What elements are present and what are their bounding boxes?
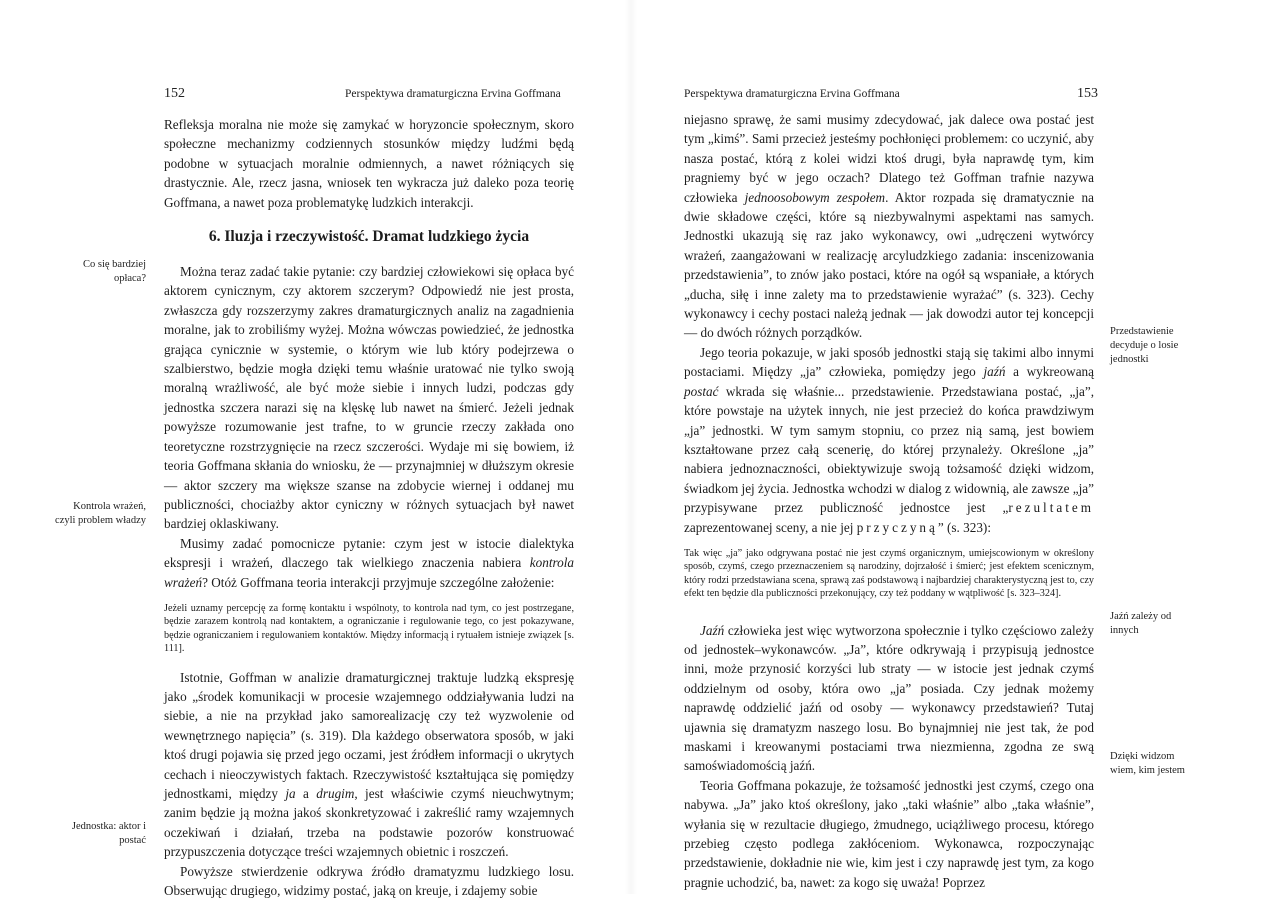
page-number: 153 — [1077, 86, 1098, 101]
body-text — [684, 110, 1094, 892]
paragraph: Musimy zadać pomocnicze pytanie: czym jest w istocie dialektyka ekspresji i wrażeń, dlaczego tak wielkiego znaczenia nabiera kontrola wrażeń? Otóż Goffmana teoria interakcji przyjmuje szczególne założenie: — [164, 535, 574, 590]
block-quote: Tak więc „ja” jako odgrywana postać nie jest czymś organicznym, umiejscowionym w określony sposób, czymś, czego przeznaczeniem są narodziny, dojrzałość i śmierć; jest efektem scenicznym, który rodzi przedstawiana scena, sprawą zaś podstawową i najbardziej charakterystyczną jest to, czy efekt ten będzie dla publiczności przekonujący, czy też poddany w wątpliwość [s. 323–324]. — [684, 547, 1094, 600]
paragraph: niejasno sprawę, że sami musimy zdecydować, jak dalece owa postać jest tym „kimś”. Sami przecież jesteśmy pochłonięci problemem: co uczynić, aby nasza postać, którą z kolei widzi ktoś drugi, była naprawdę tym, kim pragniemy być w jego oczach? Dlatego też Goffman trafnie nazywa człowieka jednoosobowym zespołem. Aktor rozpada się dramatycznie na dwie składowe części, które są niezbywalnymi aspektami nas samych. Jednostki ukazują się raz jako wykonawcy, owi „udręczeni wytwórcy wrażeń, zaangażowani w realizację arcyludzkiego zadania: inscenizowania przedstawienia”, to znów jako postaci, które na ogół są wspaniałe, a których „ducha, siłę i inne zalety ma to przedstawienie wyrażać” (s. 323). Cechy wykonawcy i cechy postaci należą jednak — jak dowodzi autor tej koncepcji — do dwóch różnych porządków. — [684, 112, 1095, 341]
right-page — [640, 0, 1262, 894]
page-number: 152 — [164, 86, 185, 101]
running-head: Perspektywa dramaturgiczna Ervina Goffmana — [684, 88, 900, 100]
paragraph: Jaźń człowieka jest więc wytworzona społecznie i tylko częściowo zależy od jednostek–wykonawców. „Ja”, które odkrywają i przypisują jednostce inni, może przynosić korzyści lub straty — w istocie jest jednak czymś oddzielnym od osoby, która owo „ja” posiada. Czy jednak możemy naprawdę oddzielić jaźń od osoby — wykonawcy przedstawień? Tutaj ujawnia się dramatyzm naszego losu. Bo bynajmniej nie jest tak, że pod maskami i kreowanymi postaciami trwa niezmienna, zgodna ze swą samoświadomością jaźń. — [684, 622, 1094, 774]
book-gutter — [625, 0, 637, 894]
running-head: Perspektywa dramaturgiczna Ervina Goffmana — [345, 88, 561, 100]
paragraph: Istotnie, Goffman w analizie dramaturgicznej traktuje ludzką ekspresję jako „środek komunikacji w procesie wzajemnego oddziaływania ludzi na siebie, a nie na przykład jako samorealizację czy też wyzwolenie od wewnętrznego napięcia” (s. 319). Dla każdego obserwatora sposób, w jaki ktoś drugi pojawia się przed jego oczami, jest źródłem informacji o ukrytych cechach i nieoczywistych faktach. Rzeczywistość kształtująca się pomiędzy jednostkami, między ja a drugim, jest właściwie czymś nieuchwytnym; zanim będzie ją można jakoś skonkretyzować i zakreślić ramy wzajemnych oczekiwań i działań, trzeba na podstawie pozorów konstruować przypuszczenia dotyczące treści wzajemnych obietnic i roszczeń. — [164, 669, 575, 860]
margin-note: Dzięki widzom wiem, kim jestem — [1110, 751, 1185, 776]
paragraph: Jego teoria pokazuje, w jaki sposób jednostki stają się takimi albo innymi postaciami. Między „ja” człowieka, pomiędzy jego jaźń a wykreowaną postać wkrada się właśnie... przedstawienie. Przedstawiana postać, „ja”, które powstaje na użytek innych, nie jest przecież do końca prawdziwym „ja” jednostki. W tym samym stopniu, co przez nią samą, jest bowiem kształtowane przez całą scenerię, do której przynależy. Określone „ja” nabiera jednoznaczności, obiektywizuje swoją tożsamość dzięki widzom, świadkom jej życia. Jednostka wchodzi w dialog z widownią, ale zawsze „ja” przypisywane przez publiczność jednostce jest „rezultatem zaprezentowanej sceny, a nie jej przyczyną” (s. 323): — [684, 344, 1094, 535]
section-heading: 6. Iluzja i rzeczywistość. Dramat ludzkiego życia — [208, 228, 530, 246]
paragraph: Refleksja moralna nie może się zamykać w horyzoncie społecznym, skoro społeczne mechanizmy codziennych stosunków między ludźmi będą podobne w sytuacjach moralnie odmiennych, a nawet różniących się drastycznie. Ale, rzecz jasna, wniosek ten wykracza już daleko poza teorię Goffmana, a nawet poza problematykę ludzkich interakcji. — [164, 117, 574, 210]
body-text — [164, 115, 574, 900]
margin-note: Kontrola wrażeń, czyli problem władzy — [55, 501, 146, 526]
block-quote: Jeżeli uznamy percepcję za formę kontaktu i wspólnoty, to kontrola nad tym, co jest postrzegane, będzie zarazem kontrolą nad kontaktem, a ograniczanie i regulowanie tego, co jest pokazywane, będzie ograniczaniem i regulowaniem kontaktów. Między informacją i rytuałem istnieje związek [s. 111]. — [164, 602, 574, 655]
paragraph: Można teraz zadać takie pytanie: czy bardziej człowiekowi się opłaca być aktorem cynicznym, czy aktorem szczerym? Odpowiedź nie jest prosta, zwłaszcza gdy rozszerzymy zakres dramaturgicznych analiz na zagadnienia moralne, jak to zrobiliśmy wyżej. Można wówczas powiedzieć, że jednostka grająca cynicznie w systemie, o którym wie lub który podejrzewa o szalbierstwo, będzie mogła dzięki temu właśnie uratować nie tylko swoją moralną wrażliwość, ale być może siebie i innych ludzi, podczas gdy jednostka szczera narazi się na klęskę lub nawet na śmierć. Jeżeli jednak powyższe rozumowanie jest trafne, to w gruncie rzeczy zakłada ono teoretyczne rozstrzygnięcie na rzecz szczerości. Wydaje mi się bowiem, iż teoria Goffmana skłania do wniosku, że — przynajmniej w dłuższym okresie — aktor szczery ma większe szanse na zdobycie wiernej i oddanej mu publiczności, chociażby aktor cyniczny w różnych sytuacjach był nawet bardziej oklaskiwany. — [164, 264, 574, 532]
left-page — [0, 0, 620, 899]
margin-note: Jaźń zależy od innych — [1110, 611, 1172, 636]
paragraph: Teoria Goffmana pokazuje, że tożsamość jednostki jest czymś, czego ona nabywa. „Ja” jako ktoś określony, jako „taki właśnie” albo „taka właśnie”, wyłania się w rezultacie długiego, żmudnego, uciążliwego procesu, którego przebieg często podlega zakłóceniom. Wykonawca, rozpoczynając przedstawienie, dokładnie nie wie, kim jest i czy naprawdę jest tym, za kogo pragnie uchodzić, ba, nawet: za kogo się uważa! Poprzez — [684, 777, 1094, 890]
margin-note: Co się bardziej opłaca? — [83, 259, 146, 284]
margin-note: Jednostka: aktor i postać — [71, 821, 146, 846]
paragraph: Powyższe stwierdzenie odkrywa źródło dramatyzmu ludzkiego losu. Obserwując drugiego, widzimy postać, jaką on kreuje, i zdajemy sobie — [164, 863, 574, 899]
margin-note: Przedstawienie decyduje o losie jednostki — [1110, 326, 1179, 365]
